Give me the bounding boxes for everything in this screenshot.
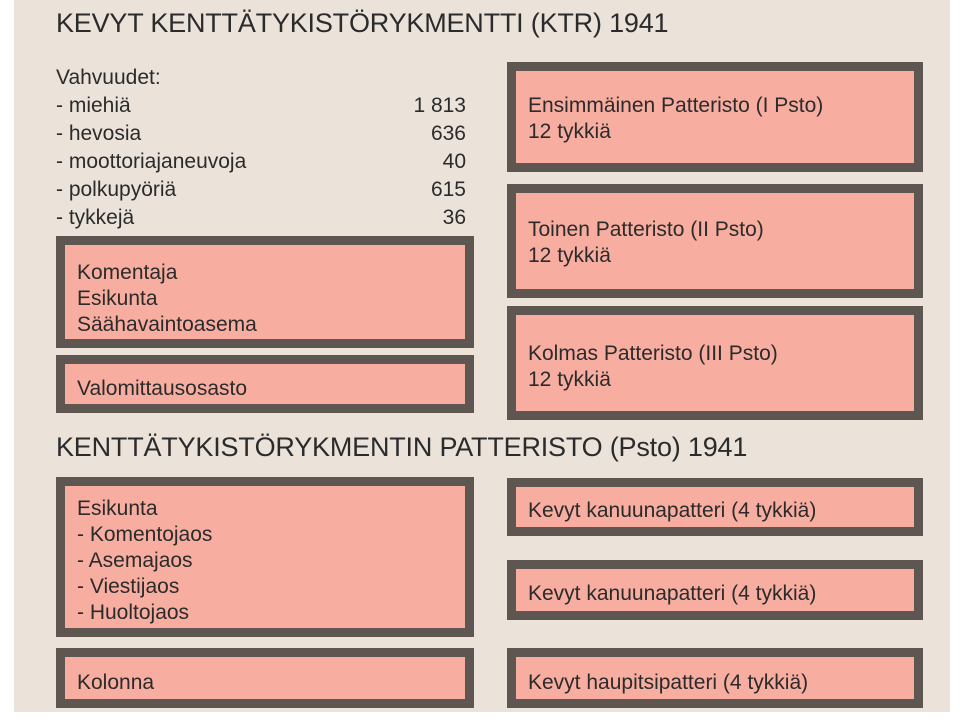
battalion-box-1 [507, 62, 923, 172]
battery-label: Kevyt haupitsipatteri (4 tykkiä) [528, 671, 809, 694]
strength-row [56, 204, 466, 232]
light-measuring-label: Valomittausosasto [77, 377, 248, 400]
strength-value: 1 813 [413, 94, 466, 117]
battery-label: Kevyt kanuunapatteri (4 tykkiä) [528, 499, 817, 522]
strength-label: - miehiä [56, 94, 131, 117]
headquarters-line: - Komentojaos [77, 523, 213, 546]
battalion-box-3 [507, 306, 923, 420]
headquarters-line: - Asemajaos [77, 549, 193, 572]
strength-table [56, 64, 466, 232]
strength-row [56, 148, 466, 176]
battery-box-3 [507, 648, 923, 708]
strength-row [56, 120, 466, 148]
column-box [56, 648, 474, 708]
command-line: Esikunta [77, 287, 158, 310]
battalion-guns: 12 tykkiä [528, 120, 611, 143]
battery-label: Kevyt kanuunapatteri (4 tykkiä) [528, 582, 817, 605]
column-label: Kolonna [77, 671, 155, 694]
org-chart-canvas [14, 0, 950, 712]
headquarters-line: - Huoltojaos [77, 601, 190, 624]
battalion-name: Toinen Patteristo (II Psto) [528, 218, 764, 241]
strength-label: - tykkejä [56, 206, 135, 229]
battalion-guns: 12 tykkiä [528, 244, 611, 267]
battalion-name: Kolmas Patteristo (III Psto) [528, 342, 778, 365]
strength-row [56, 176, 466, 204]
headquarters-line: - Viestijaos [77, 575, 180, 598]
strength-header: Vahvuudet: [56, 66, 161, 89]
strength-value: 36 [442, 206, 466, 229]
battery-box-1 [507, 478, 923, 536]
strength-label: - hevosia [56, 122, 142, 145]
command-line: Säähavaintoasema [77, 313, 257, 336]
light-measuring-box [56, 355, 474, 413]
battalion-name: Ensimmäinen Patteristo (I Psto) [528, 94, 824, 117]
strength-row [56, 92, 466, 120]
strength-value: 636 [430, 122, 466, 145]
command-box [56, 236, 474, 348]
strength-value: 615 [430, 178, 466, 201]
headquarters-box [56, 477, 474, 637]
battery-box-2 [507, 560, 923, 620]
battalion-guns: 12 tykkiä [528, 368, 611, 391]
battalion-box-2 [507, 184, 923, 298]
command-line: Komentaja [77, 261, 178, 284]
battalion-title: KENTTÄTYKISTÖRYKMENTIN PATTERISTO (Psto) 1941 [56, 432, 748, 462]
headquarters-line: Esikunta [77, 497, 158, 520]
strength-label: - polkupyöriä [56, 178, 177, 201]
regiment-title: KEVYT KENTTÄTYKISTÖRYKMENTTI (KTR) 1941 [56, 8, 669, 38]
strength-value: 40 [442, 150, 466, 173]
strength-label: - moottoriajaneuvoja [56, 150, 247, 173]
